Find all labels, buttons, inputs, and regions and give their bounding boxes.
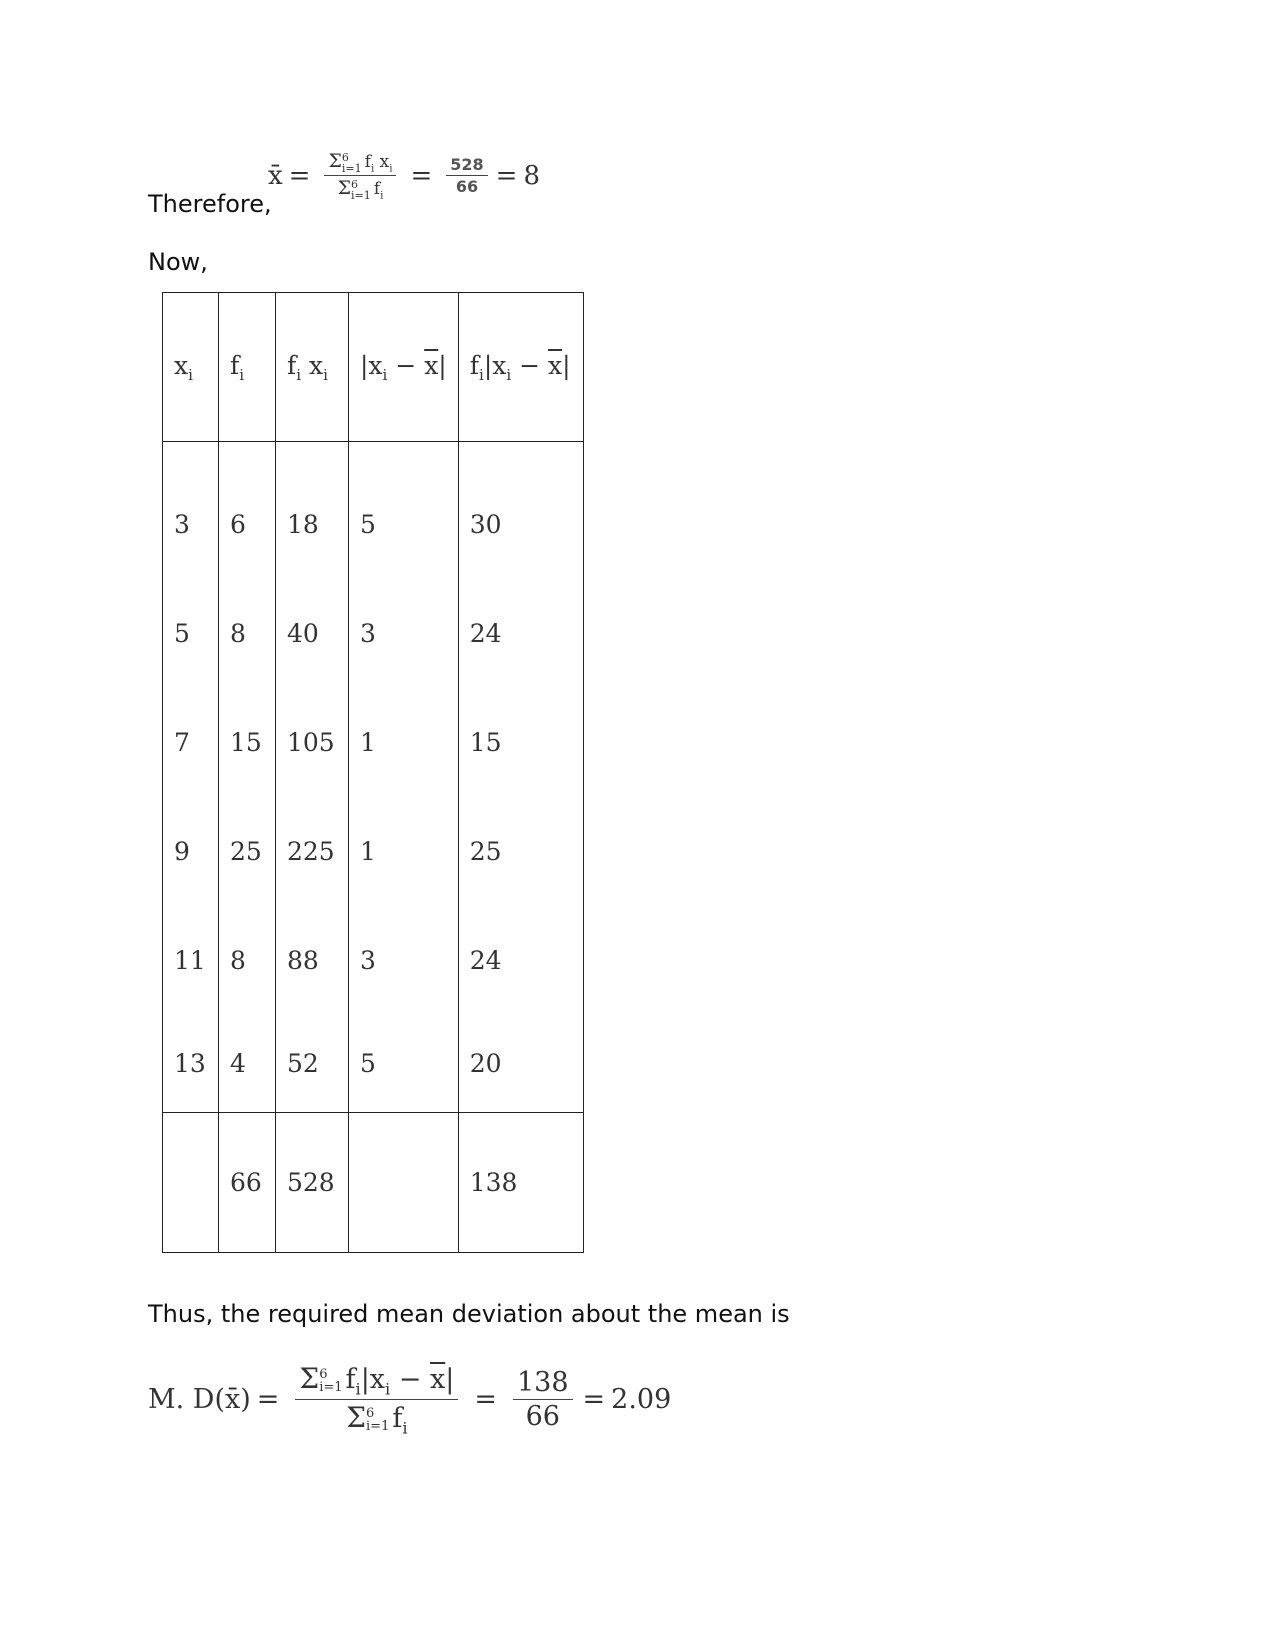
header-xi: $x_i$ <box>163 293 219 442</box>
mean-formula <box>268 150 540 202</box>
therefore-label: Therefore, <box>148 190 272 218</box>
cell: 5 <box>349 442 459 580</box>
totals-row <box>163 1113 584 1253</box>
cell: 30 <box>458 442 583 580</box>
header-fixi: $f_i$ $x_i$ <box>276 293 349 442</box>
cell: 225 <box>276 797 349 906</box>
equals-sign: = <box>495 160 518 191</box>
numerator-value: 528 <box>450 155 484 175</box>
cell: 6 <box>219 442 276 580</box>
cell: 20 <box>458 1015 583 1113</box>
cell: 25 <box>458 797 583 906</box>
cell: 3 <box>349 579 459 688</box>
cell: 1 <box>349 688 459 797</box>
table-row <box>163 906 584 1015</box>
cell: 40 <box>276 579 349 688</box>
header-weighted-deviation: $f_i|x_i - \overline{x}|$ <box>458 293 583 442</box>
cell: 7 <box>163 688 219 797</box>
equals-sign: = <box>410 160 433 191</box>
cell: 11 <box>163 906 219 1015</box>
deviation-table <box>162 292 584 1253</box>
md-numerator-value: 138 <box>516 1367 569 1399</box>
cell: 88 <box>276 906 349 1015</box>
mean-result: 8 <box>523 160 541 191</box>
cell: 52 <box>276 1015 349 1113</box>
cell: 24 <box>458 579 583 688</box>
total-f: 66 <box>219 1113 276 1253</box>
cell <box>349 1113 459 1253</box>
table-row <box>163 442 584 580</box>
cell: 9 <box>163 797 219 906</box>
md-result: 2.09 <box>611 1384 672 1416</box>
cell: 8 <box>219 906 276 1015</box>
now-label: Now, <box>148 248 208 276</box>
md-value-fraction <box>513 1367 573 1432</box>
cell: 25 <box>219 797 276 906</box>
md-numerator-expression: Σ 6 i=1 $f_i|x_i - \overline{x}|$ <box>299 1362 455 1399</box>
header-fi: $f_i$ <box>219 293 276 442</box>
cell: 8 <box>219 579 276 688</box>
cell: 13 <box>163 1015 219 1113</box>
cell: 3 <box>349 906 459 1015</box>
mean-symbol: x̄ <box>268 160 283 191</box>
sum-fx-expression: Σ 6 i=1 $f_i$ $x_i$ <box>328 150 393 175</box>
header-abs-deviation: $|x_i - \overline{x}|$ <box>349 293 459 442</box>
cell: 3 <box>163 442 219 580</box>
table-header-row <box>163 293 584 442</box>
value-fraction <box>446 155 487 196</box>
equals-sign: = <box>288 160 311 191</box>
mean-deviation-formula <box>148 1362 671 1438</box>
cell: 15 <box>219 688 276 797</box>
sum-f-expression: Σ 6 i=1 $f_i$ <box>337 177 384 202</box>
cell: 18 <box>276 442 349 580</box>
cell <box>163 1113 219 1253</box>
mean-fraction <box>324 150 396 202</box>
equals-sign: = <box>582 1384 606 1416</box>
conclusion-text: Thus, the required mean deviation about the mean is <box>148 1300 790 1328</box>
md-fraction <box>295 1362 458 1438</box>
cell: 5 <box>349 1015 459 1113</box>
cell: 1 <box>349 797 459 906</box>
md-denominator-value: 66 <box>525 1401 560 1433</box>
total-fx: 528 <box>276 1113 349 1253</box>
cell: 15 <box>458 688 583 797</box>
denominator-value: 66 <box>455 177 479 197</box>
table-row <box>163 688 584 797</box>
cell: 24 <box>458 906 583 1015</box>
equals-sign: = <box>474 1384 497 1416</box>
cell: 4 <box>219 1015 276 1113</box>
cell: 5 <box>163 579 219 688</box>
table-row <box>163 1015 584 1113</box>
md-denominator-expression: Σ 6 i=1 $f_i$ <box>346 1401 408 1438</box>
table-row <box>163 579 584 688</box>
equals-sign: = <box>256 1384 280 1416</box>
md-label: M. D(x̄) <box>148 1384 251 1416</box>
total-weighted-deviation: 138 <box>458 1113 583 1253</box>
cell: 105 <box>276 688 349 797</box>
table-row <box>163 797 584 906</box>
